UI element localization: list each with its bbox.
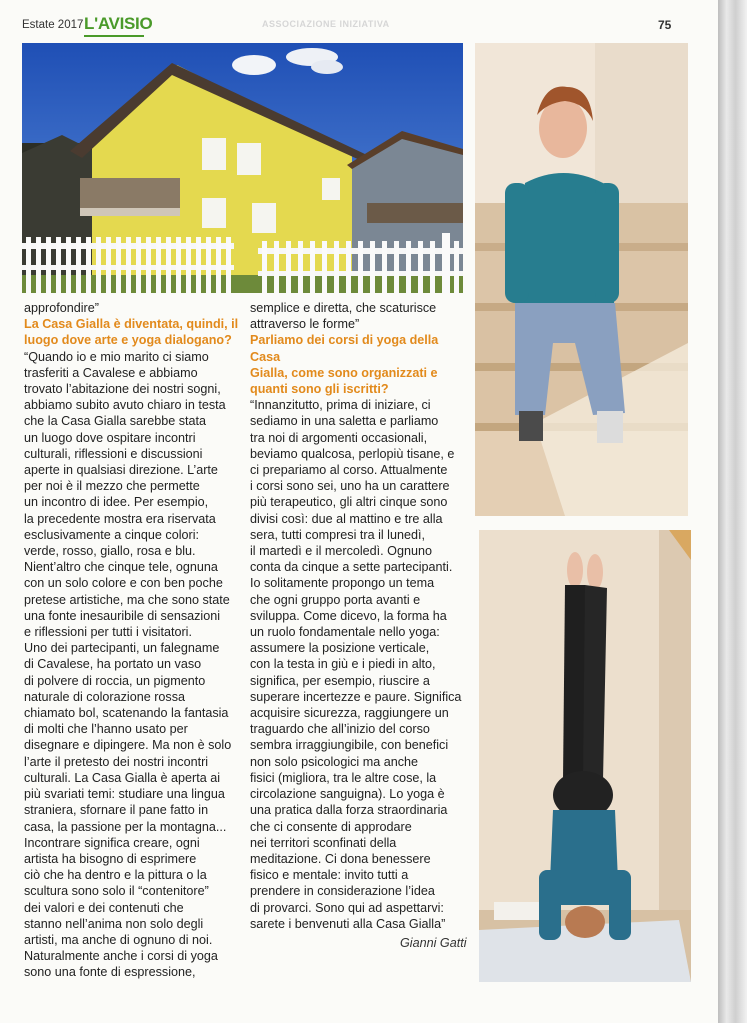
text-line: divisi così: due al mattino e tre alla xyxy=(250,511,443,526)
text-line: ciò che ha dentro e la pittura o la xyxy=(24,868,207,883)
text-line: assumere la posizione verticale, xyxy=(250,641,430,656)
text-line: beviamo qualcosa, perlopiù tisane, e xyxy=(250,446,455,461)
text-line: aperte in qualsiasi direzione. L’arte xyxy=(24,463,218,478)
text-line: circolazione sanguigna). Lo yoga è xyxy=(250,787,445,802)
question-line: luogo dove arte e yoga dialogano? xyxy=(24,333,232,348)
question-line: quanti sono gli iscritti? xyxy=(250,382,389,397)
text-line: semplice e diretta, che scaturisce xyxy=(250,301,437,315)
faded-header-text: ASSOCIAZIONE INIZIATIVA xyxy=(262,19,390,29)
house-photo xyxy=(22,43,463,293)
page-number: 75 xyxy=(658,18,672,32)
text-line: culturali. La Casa Gialla è aperta ai xyxy=(24,770,221,785)
text-line: stanno nell’anima non solo degli xyxy=(24,916,204,931)
text-line: approfondire” xyxy=(24,301,99,315)
sitting-woman-photo xyxy=(475,43,688,516)
logo-underline xyxy=(84,35,144,37)
magazine-logo: L'AVISIO xyxy=(84,14,153,33)
text-line: sviluppa. Come dicevo, la forma ha xyxy=(250,608,447,623)
text-line: e riflessioni per tutti i visitatori. xyxy=(24,625,192,640)
text-line: tra noi di argomenti occasionali, xyxy=(250,430,428,445)
text-line: che ci consente di approdare xyxy=(250,819,412,834)
text-line: un luogo dove ospitare incontri xyxy=(24,430,196,445)
text-line: pretese artistiche, ma che sono state xyxy=(24,592,230,607)
page-edge xyxy=(718,0,747,1023)
text-line: attraverso le forme” xyxy=(250,317,360,332)
text-line: la precedente mostra era riservata xyxy=(24,511,216,526)
text-line: Io solitamente propongo un tema xyxy=(250,576,435,591)
text-line: di provarci. Sono qui ad aspettarvi: xyxy=(250,900,444,915)
text-line: sembra irraggiungibile, con benefici xyxy=(250,738,449,753)
text-line: dei valori e dei contenuti che xyxy=(24,900,184,915)
text-line: sediamo in una saletta e parliamo xyxy=(250,414,439,429)
text-line: chiamato bol, scatenando la fantasia xyxy=(24,706,229,721)
text-line: traguardo che all’inizio del corso xyxy=(250,722,430,737)
text-line: superare incertezze e paure. Significa xyxy=(250,689,462,704)
text-line: verde, rosso, giallo, rosa e blu. xyxy=(24,544,196,559)
text-line: culturali, riflessioni e discussioni xyxy=(24,446,203,461)
text-line: con la testa in giù e i piedi in alto, xyxy=(250,657,436,672)
issue-label: Estate 2017 xyxy=(22,19,84,31)
text-line: non solo psicologici ma anche xyxy=(250,754,419,769)
text-line: un ruolo fondamentale nello yoga: xyxy=(250,625,440,640)
text-line: il martedì e il mercoledì. Ognuno xyxy=(250,544,432,559)
text-line: scultura sono solo il “contenitore” xyxy=(24,884,209,899)
text-line: acquisire sicurezza, raggiungere un xyxy=(250,706,449,721)
text-line: trovato l’abitazione dei nostri sogni, xyxy=(24,382,221,397)
text-line: “Quando io e mio marito ci siamo xyxy=(24,349,209,364)
text-line: fisico e mentale: invito tutti a xyxy=(250,868,409,883)
text-line: trasferiti a Cavalese e abbiamo xyxy=(24,365,198,380)
text-line: una pratica dalla forza straordinaria xyxy=(250,803,448,818)
text-line: che la Casa Gialla sarebbe stata xyxy=(24,414,207,429)
text-line: di molti che l’hanno usato per xyxy=(24,722,188,737)
question-line: La Casa Gialla è diventata, quindi, il xyxy=(24,317,239,332)
text-line: artista ha bisogno di esprimere xyxy=(24,851,197,866)
text-line: sarete i benvenuti alla Casa Gialla” xyxy=(250,916,446,931)
text-line: Naturalmente anche i corsi di yoga xyxy=(24,949,218,964)
text-line: per noi è il mezzo che permette xyxy=(24,479,200,494)
text-line: l’arte il pretesto dei nostri incontri xyxy=(24,754,209,769)
text-line: più svariati temi: studiare una lingua xyxy=(24,787,225,802)
article-column-2 xyxy=(250,300,470,932)
text-line: meditazione. Ci dona benessere xyxy=(250,851,431,866)
text-line: una fonte inesauribile di sensazioni xyxy=(24,608,221,623)
text-line: ci prepariamo al corso. Attualmente xyxy=(250,463,448,478)
text-line: che ogni gruppo porta avanti e xyxy=(250,592,421,607)
text-line: di polvere di roccia, un pigmento xyxy=(24,673,206,688)
headstand-photo xyxy=(479,530,691,982)
text-line: disegnare e dipingere. Ma non è solo xyxy=(24,738,232,753)
text-line: un incontro di idee. Per esempio, xyxy=(24,495,209,510)
text-line: esclusivamente a cinque colori: xyxy=(24,527,200,542)
text-line: straniera, sfornare il pane fatto in xyxy=(24,803,209,818)
text-line: sera, tutti compresi tra il lunedì, xyxy=(250,527,425,542)
text-line: conta da cinque a sette partecipanti. xyxy=(250,560,453,575)
text-line: Uno dei partecipanti, un falegname xyxy=(24,641,220,656)
text-line: casa, la passione per la montagna... xyxy=(24,819,227,834)
text-line: Incontrare significa creare, ogni xyxy=(24,835,200,850)
text-line: più terapeutico, gli altri cinque sono xyxy=(250,495,448,510)
text-line: con un solo colore e con ben poche xyxy=(24,576,223,591)
author-signature: Gianni Gatti xyxy=(400,936,467,950)
text-line: naturale di colorazione rossa xyxy=(24,689,186,704)
text-line: Nient’altro che cinque tele, ognuna xyxy=(24,560,218,575)
text-line: prendere in considerazione l’idea xyxy=(250,884,435,899)
text-line: nei territori sconfinati della xyxy=(250,835,397,850)
text-line: i corsi sono sei, uno ha un carattere xyxy=(250,479,450,494)
text-line: sono una fonte di espressione, xyxy=(24,965,196,980)
text-line: abbiamo subito avuto chiaro in testa xyxy=(24,398,226,413)
text-line: “Innanzitutto, prima di iniziare, ci xyxy=(250,398,431,413)
question-line: Gialla, come sono organizzati e xyxy=(250,365,438,380)
question-line: Parliamo dei corsi di yoga della Casa xyxy=(250,333,439,364)
text-line: significa, per esempio, riuscire a xyxy=(250,673,430,688)
text-line: fisici (migliora, tra le altre cose, la xyxy=(250,770,437,785)
text-line: di Cavalese, ha portato un vaso xyxy=(24,657,202,672)
text-line: artisti, ma anche di ognuno di noi. xyxy=(24,932,213,947)
article-column-1 xyxy=(24,300,259,981)
